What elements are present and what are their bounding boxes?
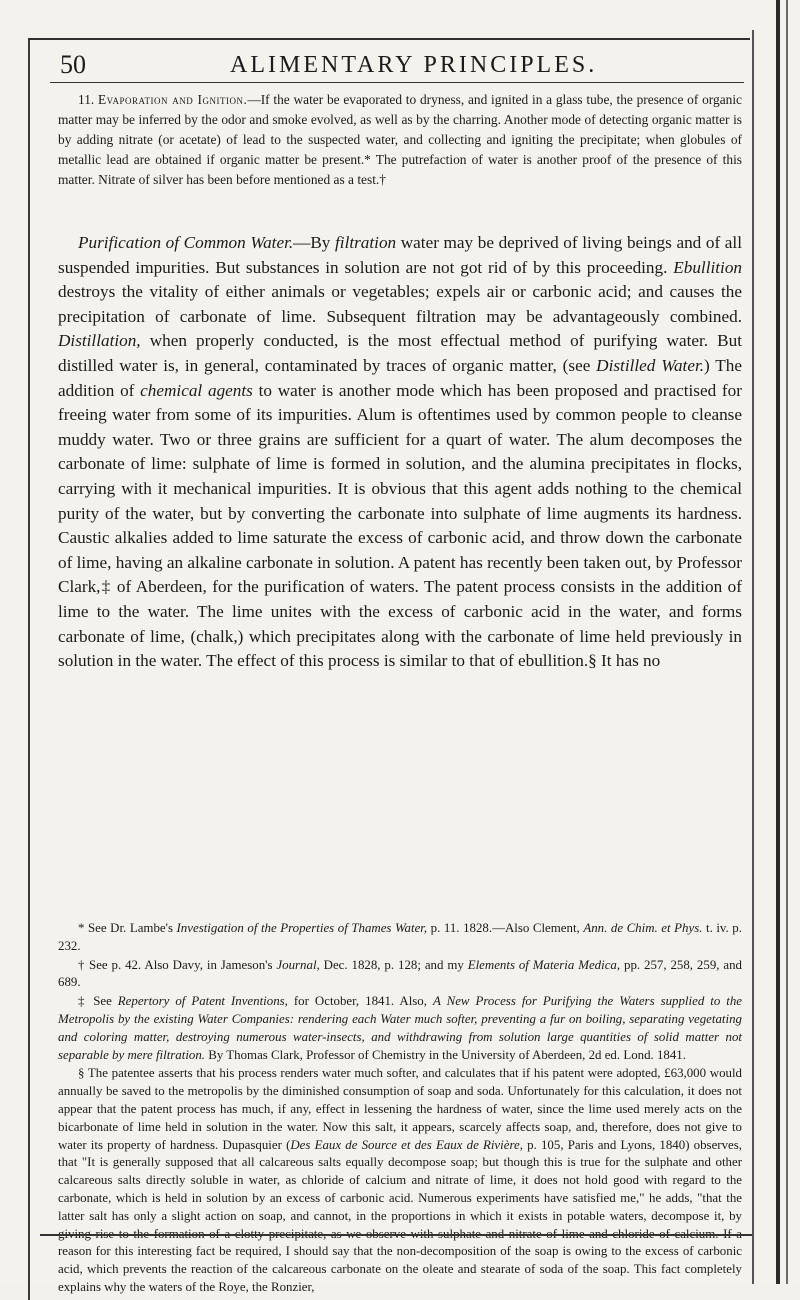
page-header	[50, 44, 750, 84]
text-run: pp. 257, 258, 259, and 689.	[58, 957, 742, 990]
text-run: destroys the vitality of either animals or vegetables; expels air or carbonic acid; and causes the precipitation of carbonate of lime. Subsequent filtration may be advantageously combined.	[58, 282, 742, 326]
text-run: to water is another mode which has been proposed and practised for freeing water from some of its impurities. Alum is oftentimes used by common people to cleanse muddy water. Two or three grains are sufficient for a quart of water. The alum decomposes the carbonate of lime: sulphate of lime is formed in solution, and the alumina precipitates in flocks, carrying with it mechanical impurities. It is obvious that this agent adds nothing to the chemical purity of the water, but by converting the carbonate into sulphate of lime augments its hardness. Caustic alkalies added to lime saturate the excess of carbonic acid, and throw down the carbonate of lime, having an alkaline carbonate in solution. A patent has recently been taken out, by Professor Clark,‡ of Aberdeen, for the purification of waters. The patent process consists in the addition of lime to the water. The lime unites with the excess of carbonic acid in the water, and forms carbonate of lime, (chalk,) which precipitates along with the carbonate of lime held previously in solution in the water. The effect of this process is similar to that of ebullition.§ It has no	[58, 380, 742, 671]
text-run: p. 11. 1828.—Also Clement,	[427, 921, 584, 935]
text-run: By Thomas Clark, Professor of Chemistry in the University of Aberdeen, 2d ed. Lond. 1841.	[205, 1047, 686, 1062]
citation-title: Investigation of the Properties of Thames Water,	[176, 921, 428, 935]
term-chemical-agents: chemical agents	[140, 380, 253, 400]
purification-paragraph	[58, 231, 742, 674]
frame-left-border	[28, 40, 30, 1300]
term-distillation: Distillation,	[58, 331, 141, 351]
text-run: water may be deprived of living beings and of all suspended impurities. But substances in solution are not got rid of by this proceeding.	[58, 233, 742, 277]
bottom-rule	[40, 1234, 752, 1236]
frame-right-inner-border	[752, 30, 754, 1284]
text-run: * See Dr. Lambe's	[78, 921, 177, 935]
footnote-double-dagger	[58, 993, 742, 1064]
citation-title: Des Eaux de Source et des Eaux de Rivière,	[290, 1137, 523, 1152]
text-run: ) The addition of	[58, 355, 743, 400]
frame-right-outer-border	[786, 0, 788, 1284]
frame-right-border	[776, 0, 780, 1284]
term-filtration: filtration	[335, 233, 397, 252]
frame-top-border	[28, 38, 750, 40]
text-run: ‡ See	[78, 994, 118, 1009]
citation-title: Ann. de Chim. et Phys.	[583, 921, 703, 935]
text-run: § The patentee asserts that his process renders water much softer, and calculates that if his patent were adopted, £63,000 would annually be saved to the metropolis by the diminished consumption of soap and soda. Unfortunately for this calculation, it does not appear that the patent process has much, if any, effect in lessening the hardness of water, since the lime used merely acts on the bicarbonate of lime held in solution in the water. Now this salt, it appears, scarcely affects soap, and, therefore, does not give to water its property of hardness. Dupasquier (	[58, 1066, 742, 1152]
running-head: ALIMENTARY PRINCIPLES.	[230, 52, 598, 78]
section-heading: Evaporation and Ignition.	[98, 92, 248, 107]
text-run: Dec. 1828, p. 128; and my	[319, 957, 468, 972]
citation-title: A New Process for Purifying the Waters supplied to the Metropolis by the existing Water Companies: rendering each Water much softer, preventing a fur on boiling, separating vegetating and coloring matter, destroying numerous water-insects, and withdrawing from solution large quantities of solid matter not separable by mere filtration.	[58, 994, 743, 1062]
header-rule	[50, 82, 744, 83]
text-run: p. 105, Paris and Lyons, 1840) observes, that "It is generally supposed that all calcareous salts equally decompose soap; but though this is true for the sulphate and other calcareous salts directly soluble in water, as chloride of calcium and nitrate of lime, it does not hold good with regard to the carbonate, which is held in solution by an excess of carbonic acid. Numerous experiments have satisfied me," he adds, "that the latter salt has only a slight action on soap, and cannot, in the proportions in which it exists in potable waters, decompose it, by reason for this interesting fact be required, I should say that the non-decomposition of the soap is owing to the excess of carbonic acid, which prevents the reaction of the calcareous carbonate on the oleate and stearate of soda of the soap. This fact completely explains why the waters of the Roye, the Ronzier,	[58, 1137, 742, 1294]
text-run: —By	[293, 233, 336, 252]
citation-title: Repertory of Patent Inventions,	[117, 994, 288, 1009]
text-run: t. iv. p. 232.	[58, 921, 742, 953]
text-run: † See p. 42. Also Davy, in Jameson's	[78, 957, 277, 972]
purification-heading: Purification of Common Water.	[78, 233, 294, 252]
footnotes	[58, 920, 742, 1298]
text-run: when properly conducted, is the most effectual method of purifying water. But distilled water is, in general, contaminated by traces of organic matter, (see	[58, 331, 742, 375]
section-number: 11.	[78, 92, 95, 107]
citation-title: Journal,	[276, 957, 320, 972]
footnote-dagger	[58, 957, 742, 993]
page-number: 50	[60, 50, 86, 79]
ref-distilled-water: Distilled Water.	[596, 355, 705, 375]
citation-title: Elements of Materia Medica,	[467, 957, 621, 972]
text-run: for October, 1841. Also,	[287, 994, 433, 1009]
section-text: —If the water be evaporated to dryness, and ignited in a glass tube, the presence of organic matter may be inferred by the odor and smoke evolved, as well as by the charring. Another mode of detecting organic matter is by adding nitrate (or acetate) of lead to the suspected water, and collecting and igniting the precipitate; when globules of metallic lead are obtained if organic matter be present.* The putrefaction of water is another proof of the presence of this matter. Nitrate of silver has been before mentioned as a test.†	[58, 92, 742, 187]
term-ebullition: Ebullition	[673, 257, 742, 277]
footnote-star	[58, 920, 742, 956]
section-11-paragraph	[58, 90, 742, 190]
footnote-section	[58, 1065, 742, 1296]
